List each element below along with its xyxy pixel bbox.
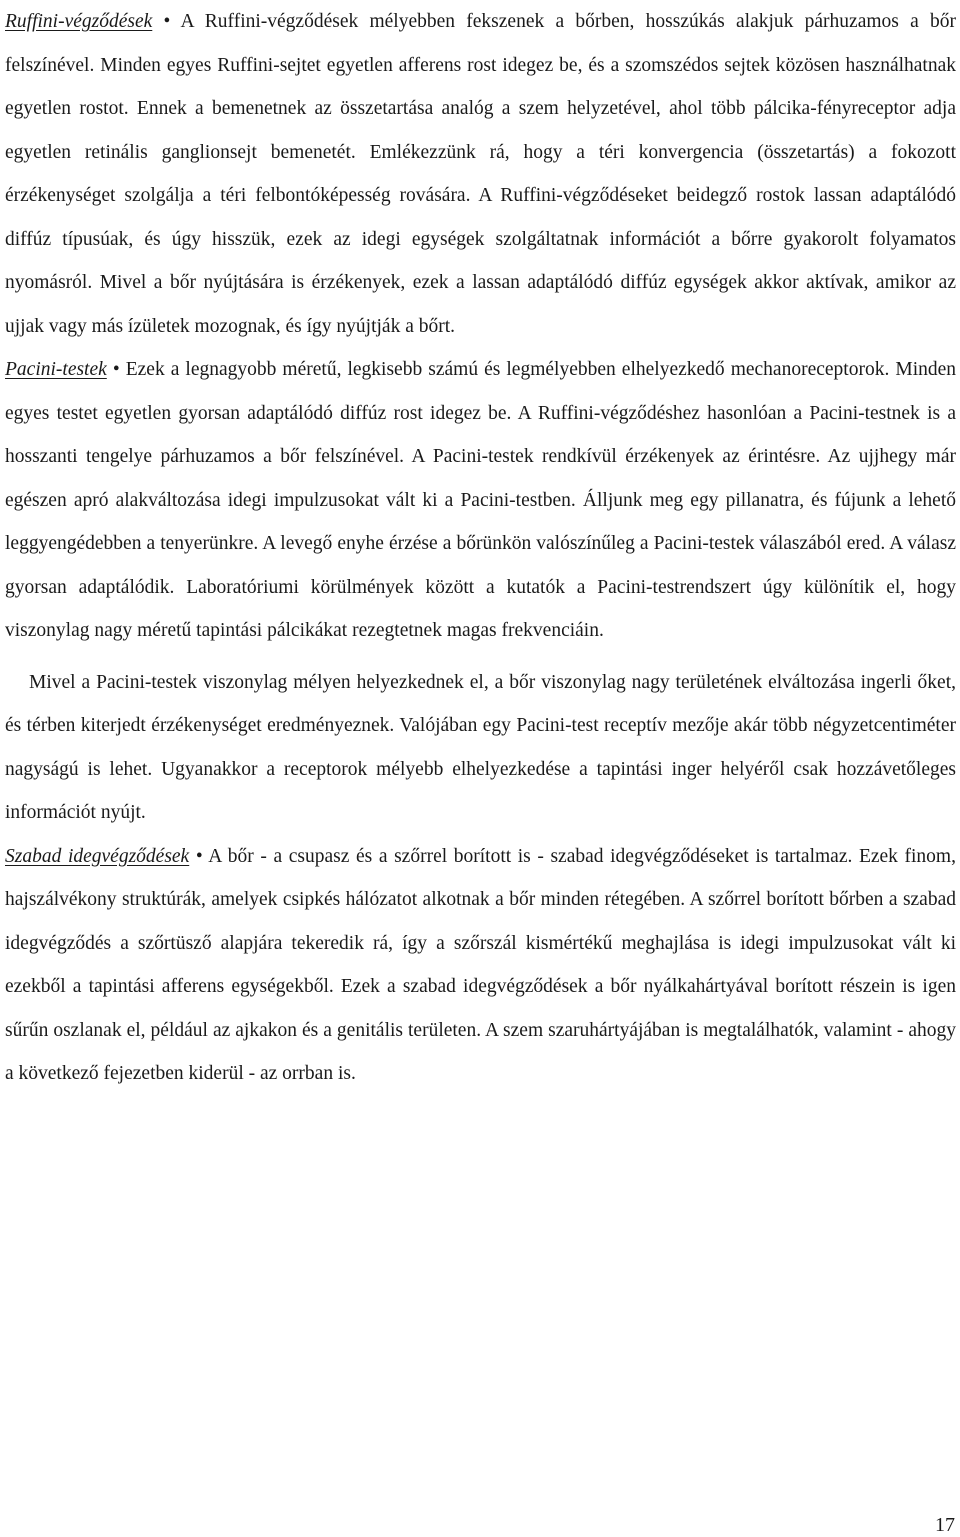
- document-body: [5, 0, 956, 1096]
- page-number: 17: [935, 1514, 955, 1536]
- bullet-separator: •: [112, 359, 120, 380]
- paragraph-text: A bőr - a csupasz és a szőrrel borított is - szabad idegvégződéseket is tartalmaz. Ezek finom, hajszálvékony struktúrák, amelyek csipkés hálózatot alkotnak a bőr minden rétegében. A szőrrel borított bőrben a szabad idegvégződés a szőrtüsző alapjára tekeredik rá, így a szőrszál kismértékű meghajlása is idegi impulzusokat vált ki ezekből a tapintási afferens egységekből. Ezek a szabad idegvégződések a bőr nyálkahártyával borított részein is igen sűrűn oszlanak el, például az ajkakon és a genitális területen. A szem szaruhártyájában is megtalálhatók, valamint - ahogy a következő fejezetben kiderül - az orrban is.: [5, 845, 956, 1084]
- paragraph-free-nerve-endings: [5, 835, 956, 1096]
- term-heading: Szabad idegvégződések: [5, 845, 190, 867]
- term-heading: Ruffini-végződések: [5, 11, 153, 32]
- bullet-separator: •: [163, 11, 171, 32]
- paragraph-text: Ezek a legnagyobb méretű, legkisebb számú és legmélyebben elhelyezkedő mechanoreceptorok. Minden egyes testet egyetlen gyorsan adaptálódó diffúz rost idegez be. A Ruffini-végződéshez hasonlóan a Pacini-testnek is a hosszanti tengelye párhuzamos a bőr felszínével. A Pacini-testek rendkívül érzékenyek az érintésre. Az ujjhegy már egészen apró alakváltozása idegi impulzusokat vált ki a Pacini-testben. Álljunk meg egy pillanatra, és fújunk a lehető leggyengédebben a tenyerünkre. A levegő enyhe érzése a bőrünkön valószínűleg a Pacini-testek válaszából ered. A válasz gyorsan adaptálódik. Laboratóriumi körülmények között a kutatók a Pacini-testrendszert úgy különítik el, hogy viszonylag nagy méretű tapintási pálcikákat rezegtetnek magas frekvenciáin.: [5, 359, 957, 641]
- term-heading: Pacini-testek: [5, 359, 107, 380]
- paragraph-pacini: [5, 348, 956, 653]
- bullet-separator: •: [195, 845, 203, 867]
- paragraph-text: A Ruffini-végződések mélyebben fekszenek a bőrben, hosszúkás alakjuk párhuzamos a bőr felszínével. Minden egyes Ruffini-sejtet egyetlen afferens rost idegez be, és a szomszédos sejtek közösen használhatnak egyetlen rostot. Ennek a bemenetnek az összetartása analóg a szem helyzetével, ahol több pálcika-fényreceptor adja egyetlen retinális ganglionsejt bemenetét. Emlékezzünk rá, hogy a téri konvergencia (összetartás) a fokozott érzékenységet szolgálja a téri felbontóképesség rovására. A Ruffini-végződéseket beidegző rostok lassan adaptálódó diffúz típusúak, és úgy hisszük, ezek az idegi egységek szolgáltatnak információt a bőrre gyakorolt folyamatos nyomásról. Mivel a bőr nyújtására is érzékenyek, ezek a lassan adaptálódó diffúz egységek akkor aktívak, amikor az ujjak vagy más ízületek mozognak, és így nyújtják a bőrt.: [5, 11, 956, 337]
- paragraph-ruffini: [5, 0, 956, 348]
- paragraph-pacini-continued: Mivel a Pacini-testek viszonylag mélyen helyezkednek el, a bőr viszonylag nagy területének elváltozása ingerli őket, és térben kiterjedt érzékenységet eredményeznek. Valójában egy Pacini-test receptív mezője akár több négyzetcentiméter nagyságú is lehet. Ugyanakkor a receptorok mélyebb elhelyezkedése a tapintási inger helyéről csak hozzávetőleges információt nyújt.: [5, 671, 956, 823]
